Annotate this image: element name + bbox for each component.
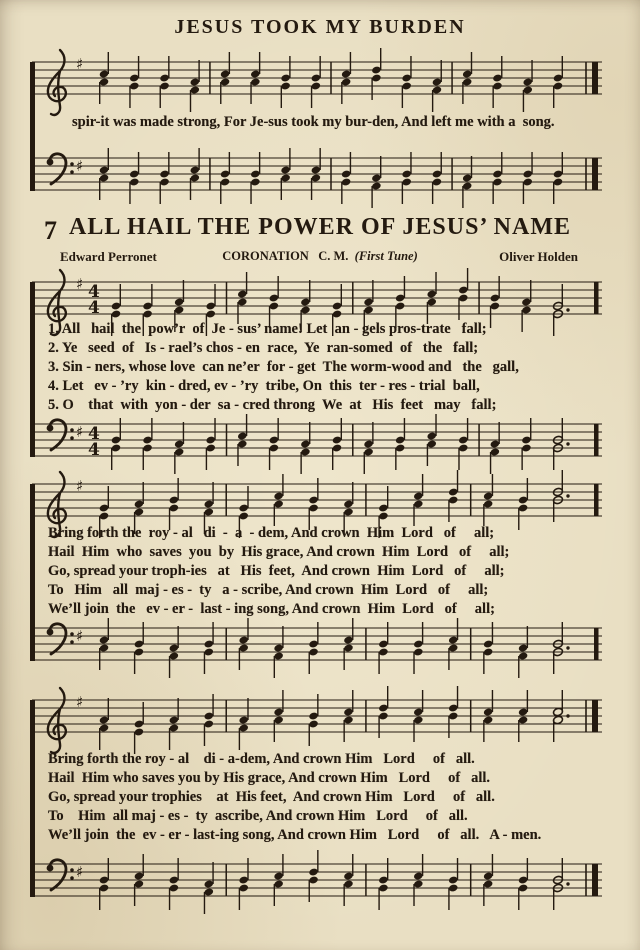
verse-line: Bring forth the roy - al di - a-dem, And crown Him Lord of all.	[48, 751, 475, 767]
author-name: Edward Perronet	[60, 249, 157, 264]
svg-text:♯: ♯	[76, 863, 84, 881]
top-hymn-lyric-line: spir-it was made strong, For Je-sus took my bur-den, And left me with a song.	[72, 114, 555, 130]
verse-line: 1. All hail the pow’r of Je - sus’ name! Let an - gels pros-trate fall;	[48, 321, 487, 337]
svg-text:4: 4	[88, 424, 100, 444]
svg-text:♯: ♯	[76, 423, 84, 441]
verse-line: To Him all maj - es - ty ascribe, And crown Him Lord of all.	[48, 808, 468, 824]
verse-line: 2. Ye seed of Is - rael’s chos - en race, Ye ran-somed of the fall;	[48, 340, 479, 356]
composer-name: Oliver Holden	[499, 249, 578, 264]
svg-text:4: 4	[88, 282, 100, 302]
tune-name: CORONATION	[222, 249, 309, 263]
verse-line: Hail Him who saves you by His grace, And crown Him Lord of all;	[48, 544, 510, 560]
verse-line: We’ll join the ev - er - last-ing song, And crown Him Lord of all. A - men.	[48, 827, 542, 843]
bass-staff-system-2	[30, 610, 608, 686]
hymn-title: ALL HAIL THE POWER OF JESUS’ NAME	[69, 214, 571, 240]
verse-line: To Him all maj - es - ty a - scribe, And crown Him Lord of all;	[48, 582, 489, 598]
verse-line: We’ll join the ev - er - last - ing song, And crown Him Lord of all;	[48, 601, 495, 617]
treble-staff-top-hymn	[30, 44, 608, 120]
verse-block-1	[48, 320, 519, 415]
verse-block-2	[48, 524, 509, 619]
svg-text:♯: ♯	[76, 477, 84, 495]
verse-block-3	[48, 750, 541, 845]
verse-line: Go, spread your troph-ies at His feet, And crown Him Lord of all;	[48, 563, 505, 579]
svg-text:♯: ♯	[76, 627, 84, 645]
verse-line: 3. Sin - ners, whose love can ne’er for - get The worm-wood and the gall,	[48, 359, 519, 375]
svg-text:4: 4	[88, 440, 100, 460]
verse-line: Go, spread your trophies at His feet, And crown Him Lord of all.	[48, 789, 495, 805]
hymn-number: 7	[44, 216, 57, 245]
tune-label: (First Tune)	[354, 249, 418, 263]
svg-text:♯: ♯	[76, 275, 84, 293]
verse-line: Bring forth the roy - al di - a - dem, And crown Him Lord of all;	[48, 525, 495, 541]
svg-text:♯: ♯	[76, 693, 84, 711]
treble-staff-system-3	[30, 682, 608, 758]
hymn-heading	[0, 214, 640, 245]
top-hymn-title: JESUS TOOK MY BURDEN	[174, 16, 466, 38]
svg-text:♯: ♯	[76, 157, 84, 175]
bass-staff-system-3	[30, 846, 608, 922]
bass-staff-top-hymn	[30, 140, 608, 216]
svg-text:4: 4	[88, 298, 100, 318]
svg-text:♯: ♯	[76, 55, 84, 73]
tune-meter: C. M.	[318, 249, 349, 263]
verse-line: 5. O that with yon - der sa - cred throng We at His feet may fall;	[48, 397, 497, 413]
verse-line: 4. Let ev - ’ry kin - dred, ev - ’ry tribe, On this ter - res - trial ball,	[48, 378, 480, 394]
verse-line: Hail Him who saves you by His grace, And crown Him Lord of all.	[48, 770, 491, 786]
